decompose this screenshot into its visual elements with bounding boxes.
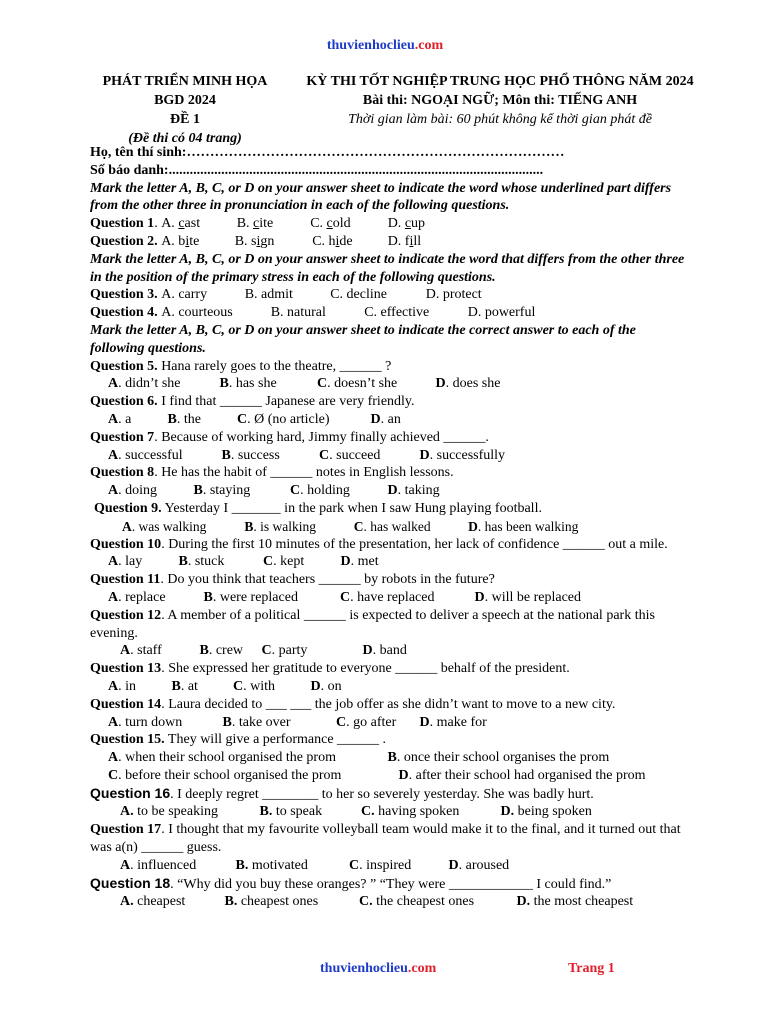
option-c[interactable]: C. Ø (no article) (237, 411, 330, 427)
option-a[interactable]: A. doing (108, 483, 158, 499)
option-b[interactable]: B. crew (199, 643, 244, 659)
option-c[interactable]: C. kept (263, 554, 305, 570)
option[interactable]: B. cite (236, 216, 274, 232)
question-9-options (90, 518, 685, 536)
header-left-line1: PHÁT TRIỂN MINH HỌA (102, 74, 268, 89)
option-a[interactable]: A. a (108, 411, 132, 427)
option-a[interactable]: A. when their school organised the prom (108, 750, 336, 766)
option-c[interactable]: C. succeed (319, 447, 381, 463)
option-b[interactable]: B. to speak (259, 804, 323, 820)
question-stem: . I deeply regret ________ to her so severely yesterday. She was badly hurt. (170, 786, 594, 802)
header-left-line2: BGD 2024 (154, 93, 216, 108)
option-d[interactable]: D. taking (387, 483, 440, 499)
question-13 (90, 660, 685, 678)
question-stem: Hana rarely goes to the theatre, ______ ? (157, 358, 392, 374)
header-left-line4: (Đề thi có 04 trang) (128, 131, 242, 146)
option-d[interactable]: D. aroused (448, 857, 510, 873)
site-watermark-bottom (320, 961, 436, 977)
exam-subject: Bài thi: NGOẠI NGỮ; Môn thi: TIẾNG ANH (362, 93, 638, 108)
option-a[interactable]: A. in (108, 678, 137, 694)
question-label: Question 11 (90, 572, 161, 588)
option-a[interactable]: A. turn down (108, 714, 183, 730)
question-9 (90, 500, 685, 518)
option-b[interactable]: B. take over (222, 714, 291, 730)
instruction-pronunciation: Mark the letter A, B, C, or D on your answer sheet to indicate the word whose underlined part differs from the other three in pronunciation in each of the following questions. (90, 180, 672, 214)
question-label: Question 18 (90, 874, 171, 891)
option[interactable]: A. bite (161, 233, 200, 249)
option-b[interactable]: B. at (171, 678, 198, 694)
option-a[interactable]: A. carry (161, 287, 208, 303)
question-10 (90, 536, 685, 554)
question-16-options (90, 803, 685, 821)
question-6 (90, 393, 685, 411)
option-c[interactable]: C. holding (290, 483, 350, 499)
question-11-options (90, 589, 685, 607)
option-a[interactable]: A. replace (108, 589, 166, 605)
question-label: Question 8 (90, 465, 155, 481)
page-number: Trang 1 (568, 961, 615, 976)
option[interactable]: B. sign (234, 233, 275, 249)
question-label: Question 4. (90, 305, 158, 321)
question-stem: I find that ______ Japanese are very friendly. (157, 394, 415, 410)
question-label: Question 15. (90, 732, 165, 748)
option-b[interactable]: B. the (167, 411, 201, 427)
instruction-correct-answer: Mark the letter A, B, C, or D on your answer sheet to indicate the correct answer to each of the following questions. (90, 322, 636, 356)
header-left-line3: ĐỀ 1 (170, 112, 200, 127)
question-11 (90, 571, 685, 589)
option-d[interactable]: D. after their school had organised the prom (398, 767, 646, 783)
option-c[interactable]: C. have replaced (340, 589, 435, 605)
question-stem: . He has the habit of ______ notes in English lessons. (154, 465, 454, 481)
question-label: Question 10 (90, 536, 162, 552)
option-a[interactable]: A. lay (108, 554, 143, 570)
site-tld: .com (407, 961, 437, 976)
question-8 (90, 464, 685, 482)
instruction-stress: Mark the letter A, B, C, or D on your answer sheet to indicate the word that differs from the other three in the position of the primary stress in each of the following questions. (90, 251, 685, 285)
option-c[interactable]: C. doesn’t she (317, 376, 398, 392)
option-d[interactable]: D. on (310, 678, 342, 694)
option[interactable]: C. hide (312, 233, 353, 249)
option-d[interactable]: D. met (340, 554, 379, 570)
option-d[interactable]: D. an (370, 411, 401, 427)
question-7-options (90, 447, 685, 465)
option-d[interactable]: D. has been walking (468, 518, 579, 534)
option-b[interactable]: B. cheapest ones (224, 894, 319, 910)
question-3 (90, 286, 685, 304)
question-12 (90, 607, 685, 643)
exam-title: KỲ THI TỐT NGHIỆP TRUNG HỌC PHỔ THÔNG NĂM 2024 (306, 74, 694, 89)
option-d[interactable]: D. protect (425, 287, 482, 303)
question-2 (90, 233, 685, 251)
option[interactable]: D. fill (387, 233, 422, 249)
question-label: Question 6. (90, 394, 158, 410)
question-label: Question 1 (90, 216, 155, 232)
question-15-options-cd (90, 767, 685, 785)
option-b[interactable]: B. were replaced (203, 589, 298, 605)
header-right (290, 72, 710, 129)
question-label: Question 14 (90, 696, 162, 712)
question-17 (90, 821, 685, 857)
option-b[interactable]: B. motivated (235, 857, 308, 873)
option-d[interactable]: D. the most cheapest (516, 894, 634, 910)
question-stem: . She expressed her gratitude to everyone ______ behalf of the president. (161, 661, 570, 677)
question-label: Question 17 (90, 822, 162, 838)
question-5 (90, 358, 685, 376)
question-label: Question 9. (94, 500, 162, 516)
option-a[interactable]: A. was walking (122, 518, 207, 534)
option-c[interactable]: C. before their school organised the prom (108, 767, 342, 783)
option-c[interactable]: C. has walked (353, 518, 431, 534)
option[interactable]: A. cast (161, 216, 201, 232)
site-name: thuvienhoclieu (320, 961, 408, 976)
option-d[interactable]: D. does she (435, 376, 501, 392)
question-15-options-ab (90, 749, 685, 767)
option-b[interactable]: B. has she (219, 376, 277, 392)
question-stem: . Do you think that teachers ______ by robots in the future? (160, 572, 495, 588)
option[interactable]: C. cold (310, 216, 351, 232)
question-18-options (90, 893, 685, 911)
option-b[interactable]: B. once their school organises the prom (387, 750, 610, 766)
question-4 (90, 304, 685, 322)
question-stem: . I thought that my favourite volleyball team would make it to the final, and it turned out that was a(n) ______ guess. (90, 822, 681, 856)
exam-body (90, 144, 685, 911)
question-5-options (90, 375, 685, 393)
question-14-options (90, 714, 685, 732)
question-12-options (90, 642, 685, 660)
option-b[interactable]: B. stuck (178, 554, 225, 570)
question-stem: . A member of a political ______ is expected to deliver a speech at the national park this evening. (90, 607, 655, 641)
option-b[interactable]: B. is walking (244, 518, 317, 534)
option-a[interactable]: A. didn’t she (108, 376, 181, 392)
option-c[interactable]: C. having spoken (361, 804, 460, 820)
question-label: Question 5. (90, 358, 158, 374)
question-label: Question 3. (90, 287, 158, 303)
option-a[interactable]: A. cheapest (120, 894, 186, 910)
site-watermark-top (0, 38, 770, 54)
option-d[interactable]: D. successfully (419, 447, 506, 463)
question-stem: Yesterday I _______ in the park when I saw Hung playing football. (161, 500, 542, 516)
option-d[interactable]: D. powerful (467, 305, 536, 321)
option[interactable]: D. cup (387, 216, 426, 232)
question-8-options (90, 482, 685, 500)
question-stem: They will give a performance ______ . (164, 732, 387, 748)
question-label: Question 2. (90, 233, 158, 249)
question-label: Question 16 (90, 784, 171, 801)
question-17-options (90, 857, 685, 875)
question-10-options (90, 553, 685, 571)
option-a[interactable]: A. courteous (161, 305, 233, 321)
option-d[interactable]: D. will be replaced (474, 589, 582, 605)
option-b[interactable]: B. admit (244, 287, 293, 303)
question-14 (90, 696, 685, 714)
option-d[interactable]: D. band (362, 643, 407, 659)
option-d[interactable]: D. being spoken (500, 804, 592, 820)
question-stem: . “Why did you buy these oranges? ” “They were ____________ I could find.” (170, 876, 612, 892)
question-7 (90, 429, 685, 447)
option-c[interactable]: C. inspired (349, 857, 412, 873)
question-label: Question 12 (90, 607, 162, 623)
site-tld: .com (414, 38, 444, 53)
question-label: Question 13 (90, 661, 162, 677)
question-stem: . Because of working hard, Jimmy finally achieved ______. (154, 429, 489, 445)
option-a[interactable]: A. staff (120, 643, 162, 659)
option-a[interactable]: A. successful (108, 447, 183, 463)
id-field[interactable]: Số báo danh:........................................................................................................... (90, 162, 544, 178)
name-field[interactable]: Họ, tên thí sinh:……………………………………………………………………… (90, 145, 565, 160)
option-c[interactable]: C. go after (336, 714, 397, 730)
site-name: thuvienhoclieu (326, 38, 415, 53)
option-c[interactable]: C. decline (330, 287, 387, 303)
question-18 (90, 875, 685, 894)
question-stem: . Laura decided to ___ ___ the job offer as she didn’t want to move to a new city. (161, 696, 616, 712)
option-a[interactable]: A. to be speaking (120, 804, 218, 820)
question-1: Question 1. A. cast B. cite C. cold D. cup (90, 216, 426, 232)
option-d[interactable]: D. make for (419, 714, 487, 730)
option-c[interactable]: C. effective (364, 305, 430, 321)
option-b[interactable]: B. success (221, 447, 280, 463)
question-6-options (90, 411, 685, 429)
question-15 (90, 731, 685, 749)
option-c[interactable]: C. with (233, 678, 276, 694)
question-16 (90, 785, 685, 804)
exam-time: Thời gian làm bài: 60 phút không kể thời gian phát đề (348, 112, 652, 127)
option-a[interactable]: A. influenced (120, 857, 197, 873)
option-c[interactable]: C. the cheapest ones (359, 894, 475, 910)
option-b[interactable]: B. staying (193, 483, 251, 499)
question-13-options (90, 678, 685, 696)
header-left (90, 72, 280, 148)
option-c[interactable]: C. party (261, 643, 308, 659)
question-label: Question 7 (90, 429, 155, 445)
question-stem: . During the first 10 minutes of the presentation, her lack of confidence ______ out a mile. (161, 536, 668, 552)
option-b[interactable]: B. natural (270, 305, 326, 321)
